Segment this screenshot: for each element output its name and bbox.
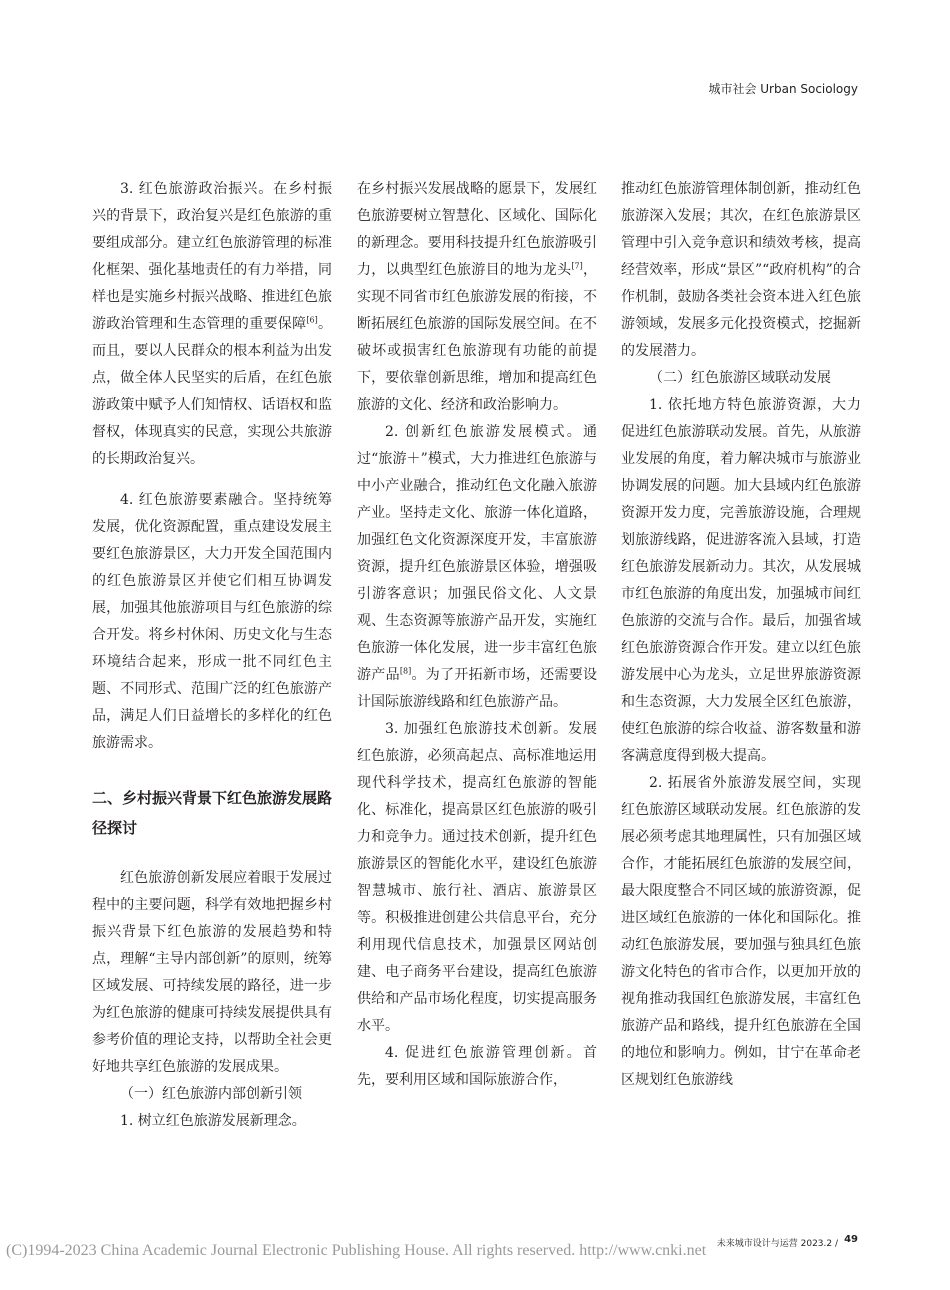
paragraph: 推动红色旅游管理体制创新，推动红色旅游深入发展；其次，在红色旅游景区管理中引入竞争意识和绩效考核，提高经营效率，形成“景区”“政府机构”的合作机制，鼓励各类社会资本进入红色旅游领域，发展多元化投资模式，挖掘新的发展潜力。 — [621, 181, 861, 359]
citation-ref[interactable]: [7] — [571, 261, 583, 271]
paragraph: 1. 树立红色旅游发展新理念。 — [120, 1113, 306, 1129]
paragraph: 2. 拓展省外旅游发展空间，实现红色旅游区域联动发展。红色旅游的发展必须考虑其地理属性，只有加强区域合作，才能拓展红色旅游的发展空间，最大限度整合不同区域的旅游资源，促进区域红色旅游的一体化和国际化。推动红色旅游发展，要加强与独具红色旅游文化特色的省市合作，以更加开放的视角推动我国红色旅游发展，丰富红色旅游产品和路线，提升红色旅游在全国的地位和影响力。例如，甘宁在革命老区规划红色旅游线 — [621, 775, 861, 1088]
text-column-1 — [92, 176, 332, 1135]
subsection-heading: （一）红色旅游内部创新引领 — [120, 1086, 302, 1102]
section-heading: 二、乡村振兴背景下红色旅游发展路径探讨 — [92, 789, 333, 837]
journal-footer: 未来城市设计与运营 2023.2 / — [716, 1239, 838, 1249]
text-column-2 — [357, 176, 597, 1094]
citation-ref[interactable]: [6] — [306, 315, 318, 325]
text-column-3 — [621, 176, 861, 1094]
paragraph: 红色旅游创新发展应着眼于发展过程中的主要问题，科学有效地把握乡村振兴背景下红色旅游的发展趋势和特点，理解“主导内部创新”的原则，统筹区域发展、可持续发展的路径，进一步为红色旅游的健康可持续发展提供具有参考价值的理论支持，以帮助全社会更好地共享红色旅游的发展成果。 — [92, 870, 332, 1075]
page-number: 49 — [844, 1234, 858, 1245]
subsection-heading: （二）红色旅游区域联动发展 — [649, 370, 831, 386]
paragraph: 在乡村振兴发展战略的愿景下，发展红色旅游要树立智慧化、区域化、国际化的新理念。要用科技提升红色旅游吸引力，以典型红色旅游目的地为龙头[7]，实现不同省市红色旅游发展的衔接，不断拓展红色旅游的国际发展空间。在不破坏或损害红色旅游现有功能的前提下，要依靠创新思维，增加和提高红色旅游的文化、经济和政治影响力。 — [357, 181, 598, 413]
paragraph: 4. 红色旅游要素融合。坚持统筹发展，优化资源配置，重点建设发展主要红色旅游景区，大力开发全国范围内的红色旅游景区并使它们相互协调发展，加强其他旅游项目与红色旅游的综合开发。将乡村休闲、历史文化与生态环境结合起来，形成一批不同红色主题、不同形式、范围广泛的红色旅游产品，满足人们日益增长的多样化的红色旅游需求。 — [92, 492, 332, 751]
paragraph: 4. 促进红色旅游管理创新。首先，要利用区域和国际旅游合作， — [357, 1045, 597, 1088]
paragraph: 3. 红色旅游政治振兴。在乡村振兴的背景下，政治复兴是红色旅游的重要组成部分。建立红色旅游管理的标准化框架、强化基地责任的有力举措，同样也是实施乡村振兴战略、推进红色旅游政治管理和生态管理的重要保障[6]。而且，要以人民群众的根本利益为出发点，做全体人民坚实的后盾，在红色旅游政策中赋予人们知情权、话语权和监督权，体现真实的民意，实现公共旅游的长期政治复兴。 — [92, 181, 333, 467]
paragraph: 1. 依托地方特色旅游资源，大力促进红色旅游联动发展。首先，从旅游业发展的角度，着力解决城市与旅游业协调发展的问题。加大县域内红色旅游资源开发力度，完善旅游设施，合理规划旅游线路，促进游客流入县域，打造红色旅游发展新动力。其次，从发展城市红色旅游的角度出发，加强城市间红色旅游的交流与合作。最后，加强省域红色旅游资源合作开发。建立以红色旅游发展中心为龙头，立足世界旅游资源和生态资源，大力发展全区红色旅游，使红色旅游的综合收益、游客数量和游客满意度得到极大提高。 — [621, 397, 861, 764]
citation-ref[interactable]: [8] — [399, 666, 412, 676]
copyright-watermark: (C)1994-2023 China Academic Journal Electronic Publishing House. All rights reserved. http://www.cnki.net — [6, 1242, 707, 1259]
paragraph: 2. 创新红色旅游发展模式。通过“旅游＋”模式，大力推进红色旅游与中小产业融合，推动红色文化融入旅游产业。坚持走文化、旅游一体化道路，加强红色文化资源深度开发，丰富旅游资源，提升红色旅游景区体验，增强吸引游客意识；加强民俗文化、人文景观、生态资源等旅游产品开发，实施红色旅游一体化发展，进一步丰富红色旅游产品[8]。为了开拓新市场，还需要设计国际旅游线路和红色旅游产品。 — [357, 424, 598, 710]
paragraph: 3. 加强红色旅游技术创新。发展红色旅游，必须高起点、高标准地运用现代科学技术，提高红色旅游的智能化、标准化，提高景区红色旅游的吸引力和竞争力。通过技术创新，提升红色旅游景区的智能化水平，建设红色旅游智慧城市、旅行社、酒店、旅游景区等。积极推进创建公共信息平台，充分利用现代信息技术，加强景区网站创建、电子商务平台建设，提高红色旅游供给和产品市场化程度，切实提高服务水平。 — [357, 721, 597, 1034]
running-head: 城市社会 Urban Sociology — [708, 82, 858, 96]
